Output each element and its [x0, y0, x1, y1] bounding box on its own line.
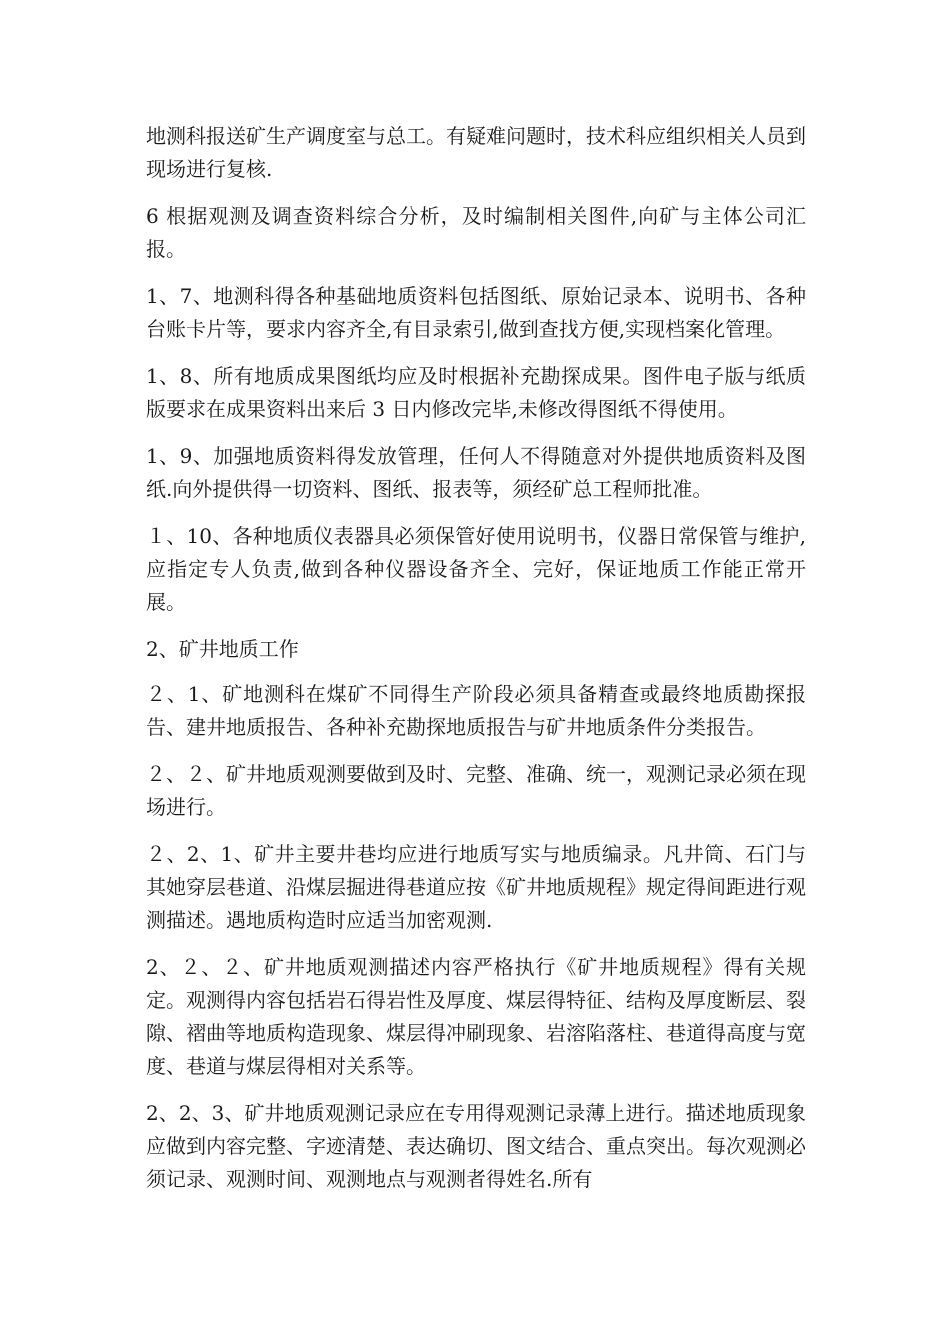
paragraph-10: ２、2、1、矿井主要井巷均应进行地质写实与地质编录。凡井筒、石门与其她穿层巷道、沿煤层掘进得巷道应按《矿井地质规程》规定得间距进行观测描述。遇地质构造时应适当加密观测.: [146, 842, 806, 932]
paragraph-2: 6 根据观测及调查资料综合分析，及时编制相关图件,向矿与主体公司汇报。: [146, 204, 806, 261]
paragraph-11: 2、２、２、矿井地质观测描述内容严格执行《矿井地质规程》得有关规定。观测得内容包括岩石得岩性及厚度、煤层得特征、结构及厚度断层、裂隙、褶曲等地质构造现象、煤层得冲刷现象、岩溶陷落柱、巷道得高度与宽度、巷道与煤层得相对关系等。: [146, 955, 806, 1078]
paragraph-1: 地测科报送矿生产调度室与总工。有疑难问题时，技术科应组织相关人员到现场进行复核.: [146, 124, 806, 181]
document-body: [146, 120, 806, 1210]
paragraph-12: 2、2、3、矿井地质观测记录应在专用得观测记录薄上进行。描述地质现象应做到内容完整、字迹清楚、表达确切、图文结合、重点突出。每次观测必须记录、观测时间、观测地点与观测者得姓名.所有: [146, 1101, 806, 1191]
paragraph-8: ２、1、矿地测科在煤矿不同得生产阶段必须具备精查或最终地质勘探报告、建井地质报告、各种补充勘探地质报告与矿井地质条件分类报告。: [146, 682, 806, 739]
paragraph-4: 1、8、所有地质成果图纸均应及时根据补充勘探成果。图件电子版与纸质版要求在成果资料出来后 3 日内修改完毕,未修改得图纸不得使用。: [146, 364, 806, 421]
paragraph-3: 1、7、地测科得各种基础地质资料包括图纸、原始记录本、说明书、各种台账卡片等，要求内容齐全,有目录索引,做到查找方便,实现档案化管理。: [146, 284, 806, 341]
section-heading: 2、矿井地质工作: [146, 637, 299, 661]
paragraph-5: 1、9、加强地质资料得发放管理，任何人不得随意对外提供地质资料及图纸.向外提供得一切资料、图纸、报表等，须经矿总工程师批准。: [146, 444, 806, 501]
paragraph-6: １、10、各种地质仪表器具必须保管好使用说明书，仪器日常保管与维护,应指定专人负责,做到各种仪器设备齐全、完好，保证地质工作能正常开展。: [146, 524, 806, 614]
paragraph-9: ２、２、矿井地质观测要做到及时、完整、准确、统一，观测记录必须在现场进行。: [146, 762, 806, 819]
